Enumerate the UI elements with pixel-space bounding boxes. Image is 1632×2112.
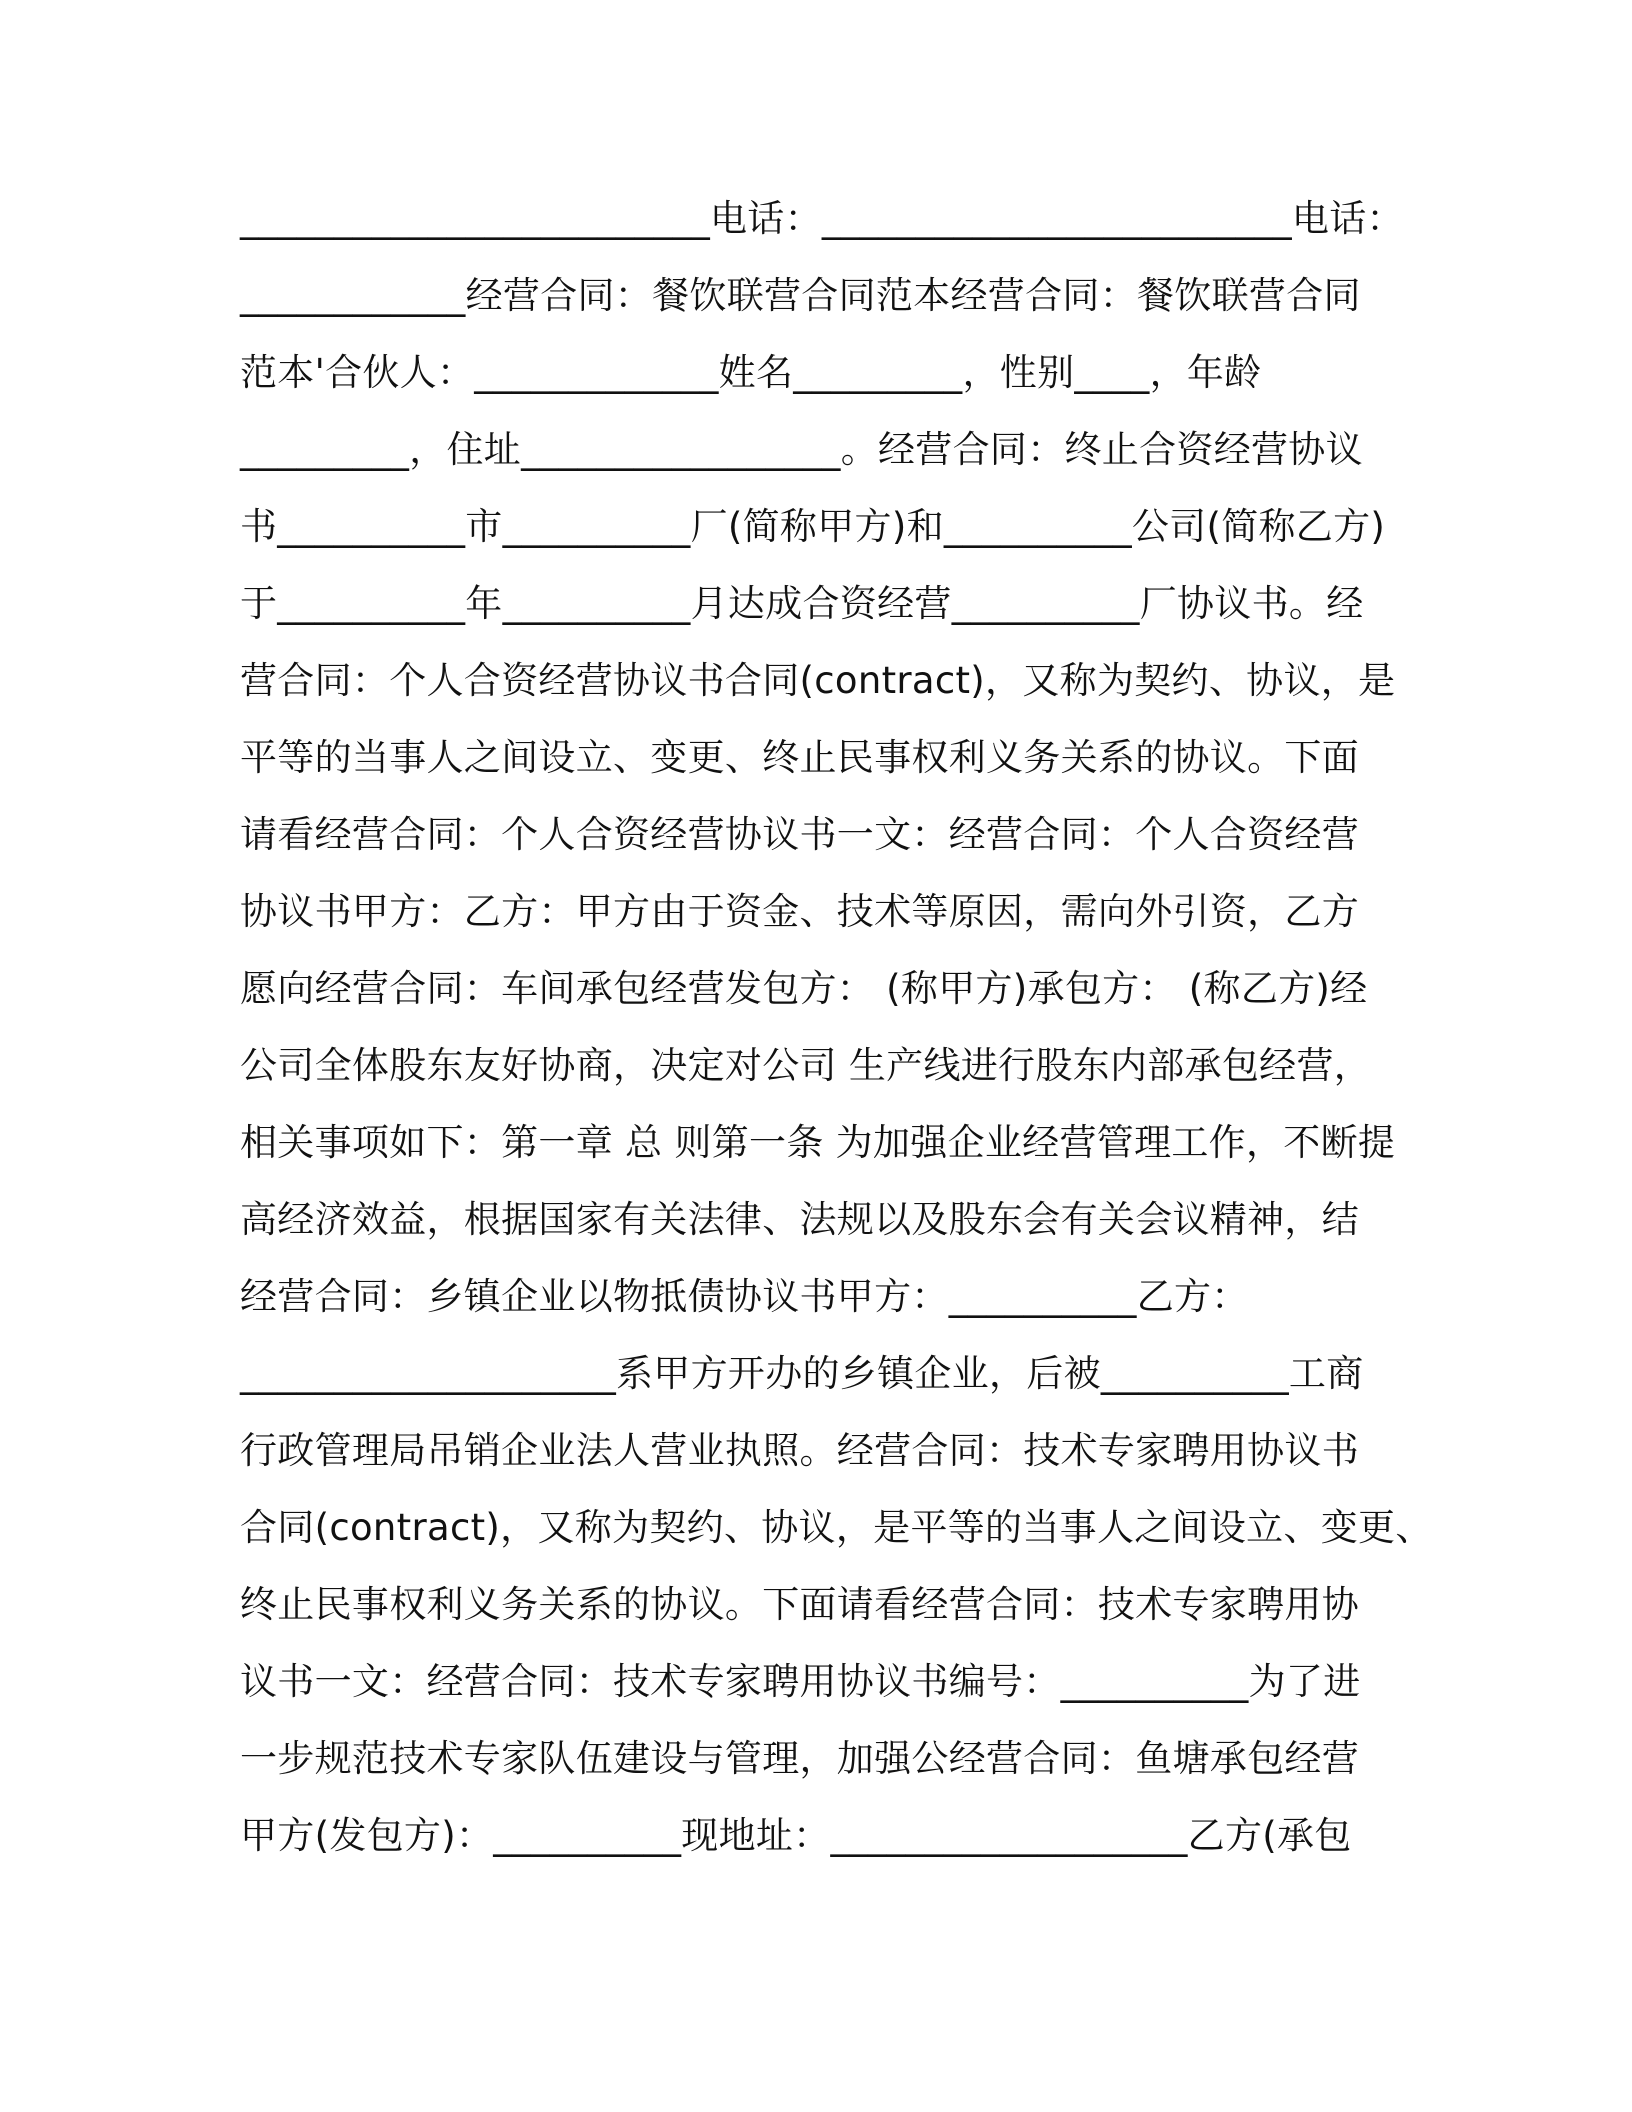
text-line-3: 范本'合伙人：_____________姓名_________，性别____，年龄 (240, 351, 1262, 394)
text-line-22: 甲方(发包方)：__________现地址：___________________乙方(承包 (240, 1814, 1352, 1857)
text-line-13: 相关事项如下：第一章 总 则第一条 为加强企业经营管理工作，不断提 (240, 1121, 1396, 1164)
text-line-7: 营合同：个人合资经营协议书合同(contract)，又称为契约、协议，是 (240, 659, 1396, 702)
text-line-8: 平等的当事人之间设立、变更、终止民事权利义务关系的协议。下面 (240, 736, 1359, 779)
text-line-1: _________________________电话：_________________________电话： (240, 197, 1404, 240)
text-line-20: 议书一文：经营合同：技术专家聘用协议书编号：__________为了进 (240, 1660, 1361, 1703)
text-line-17: 行政管理局吊销企业法人营业执照。经营合同：技术专家聘用协议书 (240, 1429, 1359, 1472)
text-line-10: 协议书甲方：乙方：甲方由于资金、技术等原因，需向外引资，乙方 (240, 890, 1359, 933)
text-line-5: 书__________市__________厂(简称甲方)和__________公司(简称乙方) (240, 505, 1386, 548)
text-line-15: 经营合同：乡镇企业以物抵债协议书甲方：__________乙方： (240, 1275, 1249, 1318)
text-line-2: ____________经营合同：餐饮联营合同范本经营合同：餐饮联营合同 (240, 274, 1361, 317)
text-line-16: ____________________系甲方开办的乡镇企业，后被__________工商 (240, 1352, 1364, 1395)
text-line-18: 合同(contract)，又称为契约、协议，是平等的当事人之间设立、变更、 (240, 1506, 1433, 1549)
text-line-14: 高经济效益，根据国家有关法律、法规以及股东会有关会议精神，结 (240, 1198, 1359, 1241)
text-line-21: 一步规范技术专家队伍建设与管理，加强公经营合同：鱼塘承包经营 (240, 1737, 1359, 1780)
text-line-12: 公司全体股东友好协商，决定对公司 生产线进行股东内部承包经营， (240, 1044, 1372, 1087)
document-body (240, 190, 1433, 1884)
text-line-4: _________，住址_________________。经营合同：终止合资经营协议 (240, 428, 1363, 471)
text-line-9: 请看经营合同：个人合资经营协议书一文：经营合同：个人合资经营 (240, 813, 1359, 856)
text-line-11: 愿向经营合同：车间承包经营发包方： (称甲方)承包方： (称乙方)经 (240, 967, 1368, 1010)
text-line-6: 于__________年__________月达成合资经营__________厂协议书。经 (240, 582, 1364, 625)
text-line-19: 终止民事权利义务关系的协议。下面请看经营合同：技术专家聘用协 (240, 1583, 1359, 1626)
